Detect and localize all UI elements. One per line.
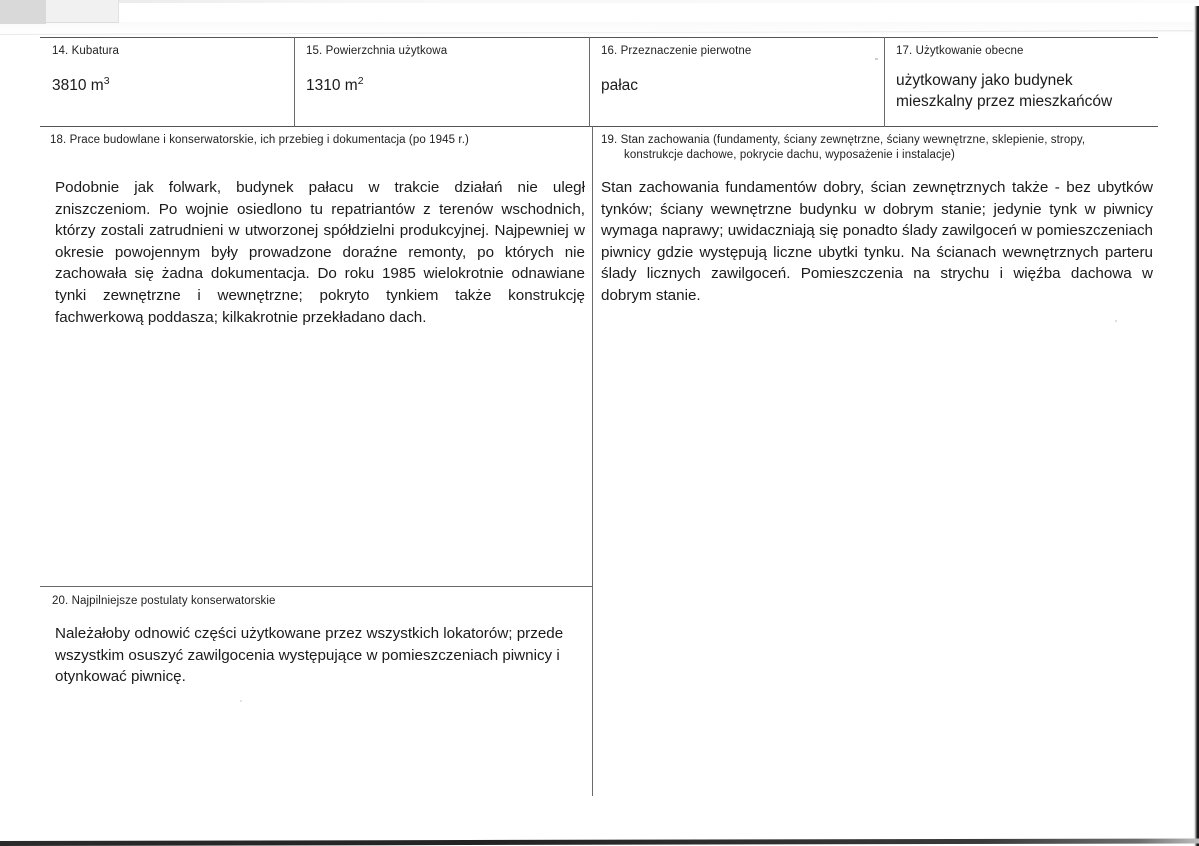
field-15-value [306,75,364,96]
rule-row1-bottom [40,126,1158,127]
field-14-value-superscript: 3 [103,74,110,87]
field-16-label: 16. Przeznaczenie pierwotne [601,45,752,57]
field-14-value-number: 3810 m [52,77,104,94]
rule-row1-top [40,37,1158,38]
field-19-label [601,133,1153,163]
field-19-value: Stan zachowania fundamentów dobry, ścian zewnętrznych także - bez ubytków tynków; ściany wewnętrzne budynku w dobrym stanie; jedynie tynk w piwnicy wymaga naprawy; uwidaczniają się ponadto ślady zawilgoceń w pomieszczeniach piwnicy gdzie występują liczne ubytki tynku. Na ścianach wewnętrznych parteru ślady licznych zawilgoceń. Pomieszczenia na strychu i więźba dachowa w dobrym stanie. [601,179,1153,304]
rule-section-20-top [40,586,592,587]
field-17-value [896,70,1112,112]
field-16-value: pałac [601,77,639,94]
field-14-label: 14. Kubatura [52,45,120,57]
field-17-value-line-2: mieszkalny przez mieszkańców [896,93,1113,110]
rule-v-18-19 [592,126,593,796]
rule-v-16-17 [884,37,885,127]
field-18-label: 18. Prace budowlane i konserwatorskie, ich przebieg i dokumentacja (po 1945 r.) [50,134,469,146]
scan-top-edge [0,0,1199,3]
field-20-label: 20. Najpilniejsze postulaty konserwatorskie [52,595,276,607]
scan-corner-shadow [0,0,46,24]
scan-right-edge [1193,6,1199,846]
rule-v-15-16 [589,37,590,127]
scan-speck [1115,320,1117,322]
field-20-value: Należałoby odnowić części użytkowane przez wszystkich lokatorów; przede wszystkim osuszyć zawilgocenia występujące w pomieszczeniach piwnicy i otynkować piwnicę. [55,625,564,686]
scan-speck [240,700,242,702]
field-15-label: 15. Powierzchnia użytkowa [306,45,448,57]
field-15-value-number: 1310 m [306,77,358,94]
field-17-label: 17. Użytkowanie obecne [896,45,1024,57]
field-15-value-superscript: 2 [357,74,364,87]
scan-bottom-edge [0,838,1199,846]
scan-corner-patch [46,0,119,23]
field-19-label-line-1: 19. Stan zachowania (fundamenty, ściany zewnętrzne, ściany wewnętrzne, sklepienie, stropy, [601,134,1086,146]
field-14-value [52,75,110,96]
field-19-label-line-2: konstrukcje dachowe, pokrycie dachu, wyposażenie i instalacje) [624,149,955,161]
rule-v-14-15 [294,37,295,127]
field-18-value: Podobnie jak folwark, budynek pałacu w trakcie działań nie uległ zniszczeniom. Po wojnie osiedlono tu repatriantów z terenów wschodnich, którzy zostali zatrudnieni w utworzonej spółdzielni produkcyjnej. Najpewniej w okresie powojennym były prowadzone doraźne remonty, po których nie zachowała się żadna dokumentacja. Do roku 1985 wielokrotnie odnawiane tynki zewnętrzne i wewnętrzne; pokryto tynkiem także konstrukcję fachwerkową poddasza; kilkakrotnie przekładano dach. [55,179,585,326]
scan-speck [875,58,878,60]
field-17-value-line-1: użytkowany jako budynek [896,72,1073,89]
